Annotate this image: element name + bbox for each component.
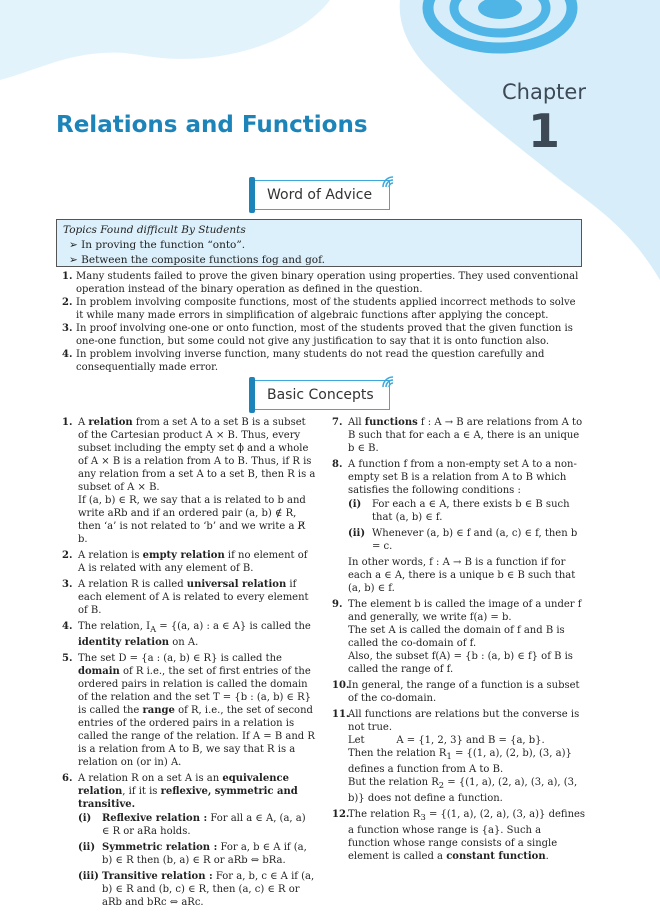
basic-concepts-heading-text: Basic Concepts [267,387,374,403]
advice-item: 4. In problem involving inverse function, many students do not read the question carefully and consequentially made error. [62,349,545,373]
concept-item: 8. A function f from a non-empty set A to a non-empty set B is a relation from A to B which satisfies the following conditions : (i) For each a ∈ A, there exists b ∈ B such that (a, b) ∈ f. (ii) Whenever (a, b) ∈ f and (a, c) ∈ f, then b = c. In other words, f : A → B is a function if for each a ∈ A, there is a unique b ∈ B such that (a, b) ∈ f. [330,458,586,595]
basic-concepts-heading [252,380,390,410]
sub-item: (i) Reflexive relation : For all a ∈ A, (a, a) ∈ R or aRa holds. [78,813,306,837]
word-of-advice-heading-text: Word of Advice [267,187,373,203]
chapter-number: 1 [528,104,561,158]
concept-item: 3. A relation R is called universal relation if each element of A is related to every element of B. [62,579,309,616]
advice-item: 3. In proof involving one-one or onto function, most of the students proved that the given function is one-one function, but some could not give any justification to say that it is onto function also. [62,323,573,347]
topic-item: ➢ In proving the function “onto”. [69,239,246,251]
topics-title: Topics Found difficult By Students [63,224,246,236]
concepts-left-column [60,416,316,912]
word-of-advice-heading [252,180,390,210]
advice-list [62,270,584,374]
topics-box [56,219,582,267]
page-title: Relations and Functions [56,112,368,138]
sub-item: (iii) Transitive relation : For a, b, c ∈ A if (a, b) ∈ R and (b, c) ∈ R, then (a, c) ∈ R or aRb and bRc ⇔ aRc. [78,871,315,908]
concepts-right-column [330,416,586,866]
concept-item: 2. A relation is empty relation if no element of A is related with any element of B. [62,550,308,574]
sub-item: (i) For each a ∈ A, there exists b ∈ B such that (a, b) ∈ f. [348,499,570,523]
chapter-label: Chapter [502,80,586,104]
concept-item: 4. The relation, $I_A = \{(a$, a) : a ∈ A} is called the identity relation on A. [62,621,311,648]
top-left-wave-decoration [0,0,330,80]
heading-bar [249,377,255,413]
concept-item: 1. A relation from a set A to a set B is a subset of the Cartesian product A × B. Thus, every subset including the empty set ϕ and a whole of A × B is a relation from A to B. Thus, if R is any relation from a set A to a set B, then R is a subset of A × B. If (a, b) ∈ R, we say that a is related to b and write aRb and if an ordered pair (a, b) ∉ R, then ‘a’ is not related to ‘b’ and we write a R̸ b. [62,417,316,545]
topic-item: ➢ Between the composite functions fog and gof. [69,254,325,266]
advice-item: 2. In problem involving composite functions, most of the students applied incorrect methods to solve it while many made errors in simplification of algebraic functions after applying the concept. [62,297,576,321]
concept-item: 12. The relation $R_3 = \{(1$, a), (2, a), (3, a)} defines a function whose range is {a}. Such a function whose range consists of a single element is called a constant function. [332,809,586,862]
signal-icon [381,375,395,389]
concept-item: 7. All functions f : A → B are relations from A to B such that for each a ∈ A, there is an unique b ∈ B. [332,417,583,454]
concept-item: 6. A relation R on a set A is an equivalence relation, if it is reflexive, symmetric and transitive. (i) Reflexive relation : For all a ∈ A, (a, a) ∈ R or aRa holds. (ii) Symmetric relation : For a, b ∈ A if (a, b) ∈ R then (b, a) ∈ R or aRb ⇔ bRa. (iii) Transitive relation : For a, b, c ∈ A if (a, b) ∈ R and (b, c) ∈ R, then (a, c) ∈ R or aRb and bRc ⇔ aRc. [62,773,315,908]
concept-item: 10. In general, the range of a function is a subset of the co-domain. [332,680,580,704]
concept-item: 9. The element b is called the image of a under f and generally, we write f(a) = b. The set A is called the domain of f and B is called the co-domain of f. Also, the subset f(A) = {b : (a, b) ∈ f} of B is called the range of f. [332,599,582,675]
concept-item: 5. The set D = {a : (a, b) ∈ R} is called the domain of R i.e., the set of first entries of the ordered pairs in relation is called the domain of the relation and the set T = {b : (a, b) ∈ R} is called the range of R, i.e., the set of second entries of the ordered pairs in a relation is called the range of the relation. If A = B and R is a relation from A to B, we say that R is a relation on (or in) A. [62,653,315,768]
sub-item: (ii) Symmetric relation : For a, b ∈ A if (a, b) ∈ R then (b, a) ∈ R or aRb ⇔ bRa. [78,842,307,866]
advice-item: 1. Many students failed to prove the given binary operation using properties. They used conventional operation instead of the binary operation as defined in the question. [62,271,579,295]
sub-item: (ii) Whenever (a, b) ∈ f and (a, c) ∈ f, then b = c. [348,528,578,552]
heading-bar [249,177,255,213]
signal-icon [381,175,395,189]
concept-item: 11. All functions are relations but the converse is not true. Let A = {1, 2, 3} and B = {a, b}. Then the relation $R_1 = \{(1$, a), (2, b), (3, a)} defines a function from A to B. But the relation $R_2 = \{(1$, a), (2, a), (3, a), (3, b)} does not define a function. [332,709,580,804]
